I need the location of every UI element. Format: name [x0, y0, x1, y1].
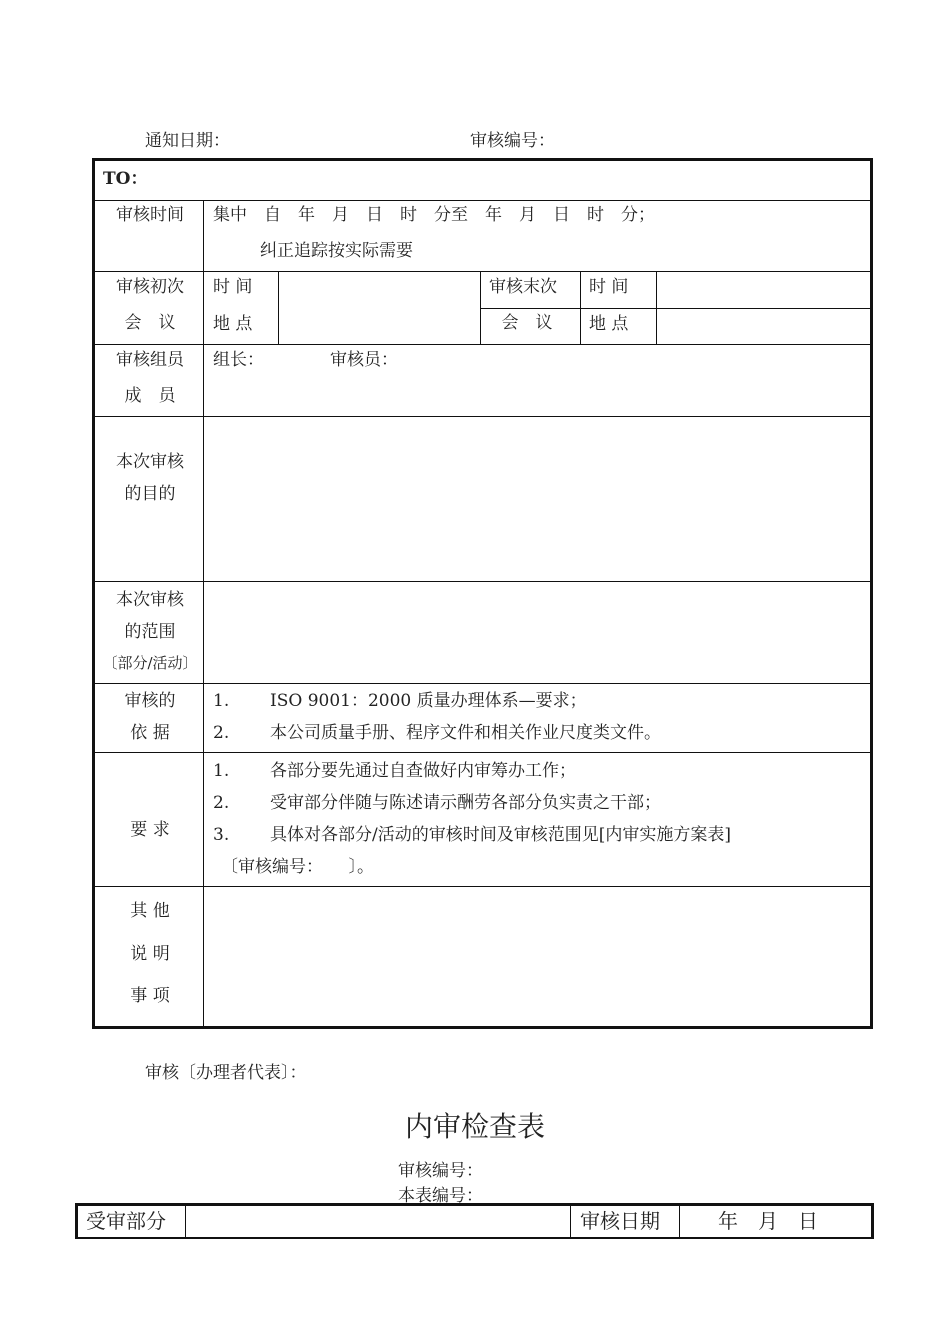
requirement-item-1-text: 各部分要先通过自查做好内审筹办工作；	[270, 761, 576, 781]
first-meeting-place-value[interactable]	[288, 314, 473, 334]
other-notes-label: 其 他	[130, 901, 170, 921]
checklist-title: 内审检查表	[404, 1110, 545, 1143]
basis-item-2-num: 2.	[213, 723, 230, 743]
audited-department-value[interactable]	[193, 1206, 563, 1237]
audit-time-followup: 纠正追踪按实际需要	[260, 241, 413, 261]
other-notes-content[interactable]	[213, 895, 863, 1020]
requirement-item-3-num: 3.	[213, 825, 230, 845]
last-meeting-label: 审核末次	[489, 277, 557, 297]
approval-label: 审核〔办理者代表〕：	[145, 1063, 307, 1083]
audit-time-label: 审核时间	[116, 205, 184, 225]
last-meeting-place-value[interactable]	[665, 314, 865, 334]
auditor-label: 审核员：	[330, 350, 398, 370]
scope-content[interactable]	[213, 589, 863, 677]
notice-date-label: 通知日期：	[145, 131, 230, 151]
first-meeting-label: 审核初次	[116, 277, 184, 297]
scope-label-3: 〔部分/活动〕	[102, 654, 198, 672]
last-meeting-label-2: 会 议	[501, 313, 553, 333]
basis-item-1-text: ISO 9001：2000 质量办理体系—要求；	[270, 691, 587, 711]
requirement-item-3-text: 具体对各部分/活动的审核时间及审核范围见[内审实施方案表]	[270, 825, 731, 845]
purpose-label: 本次审核	[116, 452, 184, 472]
requirements-label: 要 求	[130, 820, 170, 840]
purpose-content[interactable]	[213, 425, 863, 575]
team-members-label-2: 成 员	[124, 386, 176, 406]
other-notes-label-3: 事 项	[130, 986, 170, 1006]
first-meeting-time-value[interactable]	[288, 277, 473, 297]
first-meeting-place-label: 地 点	[213, 314, 253, 334]
audit-notice-form	[92, 158, 873, 1029]
audit-date-label: 审核日期	[580, 1209, 660, 1233]
audited-department-label: 受审部分	[86, 1209, 166, 1233]
basis-item-2-text: 本公司质量手册、程序文件和相关作业尺度类文件。	[270, 723, 661, 743]
purpose-label-2: 的目的	[124, 484, 176, 504]
basis-item-1-num: 1.	[213, 691, 230, 711]
to-label: TO：	[103, 169, 148, 189]
last-meeting-time-label: 时 间	[589, 277, 629, 297]
other-notes-label-2: 说 明	[130, 944, 170, 964]
last-meeting-time-value[interactable]	[665, 277, 865, 297]
checklist-audit-number-label: 审核编号：	[398, 1161, 483, 1181]
basis-label-2: 依 据	[130, 723, 170, 743]
first-meeting-time-label: 时 间	[213, 277, 253, 297]
audit-number-label: 审核编号：	[470, 131, 555, 151]
first-meeting-label-2: 会 议	[124, 313, 176, 333]
scope-label: 本次审核	[116, 590, 184, 610]
last-meeting-place-label: 地 点	[589, 314, 629, 334]
scope-label-2: 的范围	[124, 622, 176, 642]
requirement-item-2-num: 2.	[213, 793, 230, 813]
audit-date-value[interactable]: 年 月 日	[718, 1209, 818, 1233]
team-leader-label: 组长：	[213, 350, 264, 370]
requirement-item-2-text: 受审部分伴随与陈述请示酬劳各部分负实责之干部；	[270, 793, 661, 813]
checklist-form-number-label: 本表编号：	[398, 1186, 483, 1206]
audit-time-range: 集中 自 年 月 日 时 分至 年 月 日 时 分；	[213, 205, 655, 225]
basis-label: 审核的	[124, 691, 176, 711]
checklist-table	[75, 1203, 874, 1239]
team-members-label: 审核组员	[116, 350, 184, 370]
requirement-item-1-num: 1.	[213, 761, 230, 781]
requirement-tail: 〔审核编号： 〕。	[221, 857, 374, 877]
